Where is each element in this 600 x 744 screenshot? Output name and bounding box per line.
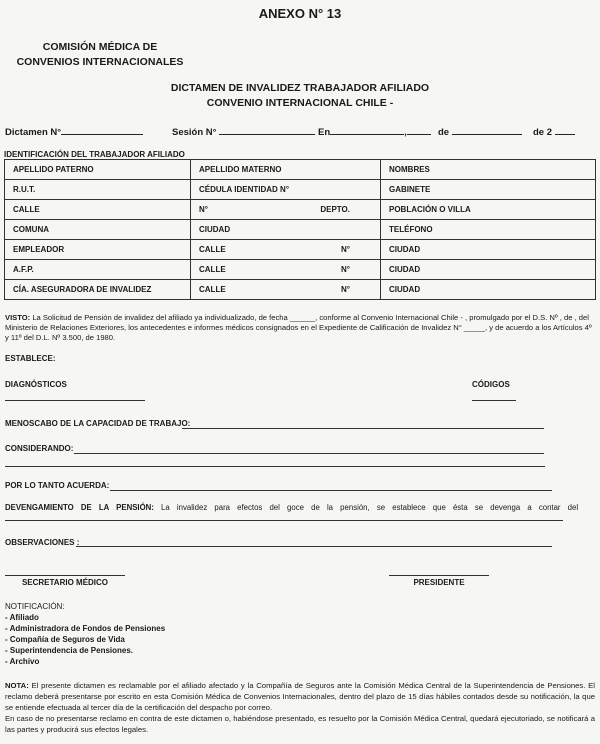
sesion-input-line[interactable] xyxy=(219,124,315,135)
cell-col2-content xyxy=(199,285,380,294)
organization-line-1: COMISIÓN MÉDICA DE xyxy=(42,41,158,53)
nota-text: El presente dictamen es reclamable por el afiliado afectado y la Compañía de Seguros ante la Comisión Médica Central de la Superintendencia de Pensiones. El reclamo deberá presentarse por escrito en esta Comisión Médica de Convenios Internacionales, dentro del plazo de 15 días hábiles contados desde su notificación, la que se entiende efectuada al tercer día de la certificación del despacho por correo. xyxy=(5,681,596,712)
organization-line-2: CONVENIOS INTERNACIONALES xyxy=(16,56,184,68)
devengamiento-label: DEVENGAMIENTO DE LA PENSIÓN: xyxy=(5,503,154,512)
table-row xyxy=(5,200,596,220)
cell-col2-primary: CÉDULA IDENTIDAD N° xyxy=(199,185,290,194)
cell-col2-content xyxy=(199,185,380,194)
cell-label-col3[interactable]: NOMBRES xyxy=(381,160,596,180)
nota-label: NOTA: xyxy=(5,681,29,690)
cell-col2-content xyxy=(199,265,380,274)
cell-col2-primary: N° xyxy=(199,205,208,214)
cell-col2-content xyxy=(199,205,380,214)
month-field xyxy=(438,124,522,138)
cell-col2-secondary: N° xyxy=(341,265,350,274)
considerando-input-line-1[interactable] xyxy=(74,453,544,454)
year-field xyxy=(533,124,575,138)
cell-label-col3[interactable]: POBLACIÓN O VILLA xyxy=(381,200,596,220)
cell-col2-secondary: DEPTO. xyxy=(320,205,350,214)
cell-col2-content xyxy=(199,165,380,174)
establece-label: ESTABLECE: xyxy=(5,354,56,363)
table-row xyxy=(5,220,596,240)
cell-col2-primary: CALLE xyxy=(199,245,226,254)
cell-label-col2[interactable] xyxy=(191,220,381,240)
sesion-field xyxy=(172,124,315,138)
cell-label-col2[interactable] xyxy=(191,180,381,200)
presidente-signature-line[interactable] xyxy=(389,575,489,576)
table-row xyxy=(5,160,596,180)
year-input-line[interactable] xyxy=(555,124,575,135)
cell-label-col1[interactable]: APELLIDO PATERNO xyxy=(5,160,191,180)
identification-section-title: IDENTIFICACIÓN DEL TRABAJADOR AFILIADO xyxy=(4,150,185,159)
notification-item: - Superintendencia de Pensiones. xyxy=(5,646,134,655)
de-label: de xyxy=(438,127,450,138)
annex-number: ANEXO N° 13 xyxy=(258,6,342,21)
codigos-label: CÓDIGOS xyxy=(472,380,510,389)
dictamen-label: Dictamen N° xyxy=(5,127,62,138)
en-field: En , xyxy=(318,124,431,138)
considerando-input-line-2[interactable] xyxy=(5,466,545,467)
cell-label-col1[interactable]: R.U.T. xyxy=(5,180,191,200)
menoscabo-input-line[interactable] xyxy=(182,428,544,429)
nota-paragraph xyxy=(5,680,595,713)
diagnosticos-input-line[interactable] xyxy=(5,400,145,401)
cell-label-col3[interactable]: CIUDAD xyxy=(381,280,596,300)
dictamen-input-line[interactable] xyxy=(61,124,143,135)
cell-label-col3[interactable]: CIUDAD xyxy=(381,260,596,280)
codigos-input-line[interactable] xyxy=(472,400,516,401)
table-row xyxy=(5,280,596,300)
presidente-label: PRESIDENTE xyxy=(413,578,465,587)
cell-label-col1[interactable]: A.F.P. xyxy=(5,260,191,280)
cell-col2-primary: CIUDAD xyxy=(199,225,231,234)
document-title: DICTAMEN DE INVALIDEZ TRABAJADOR AFILIADO xyxy=(170,82,430,94)
visto-text: La Solicitud de Pensión de invalidez del afiliado ya individualizado, de fecha ______, conforme al Convenio Internacional Chile - , promulgado por el D.S. Nº , de , del Ministerio de Relaciones Exteriores, los antecedentes e informes médicos consignados en el Expediente de Calificación de Invalidez N° _____, y de acuerdo a los Artículos 4º y 11º del D.L. Nº 3.500, de 1980. xyxy=(5,313,592,342)
cell-label-col2[interactable] xyxy=(191,200,381,220)
year-label: de 2 xyxy=(533,127,553,138)
nota-paragraph-2: En caso de no presentarse reclamo en contra de este dictamen o, habiéndose presentado, es resuelto por la Comisión Médica Central, quedará ejecutoriado, se notificará a las partes y producirá sus efectos legales. xyxy=(5,714,595,734)
notification-item: - Administradora de Fondos de Pensiones xyxy=(5,624,166,633)
observaciones-label: OBSERVACIONES : xyxy=(5,538,80,547)
cell-label-col3[interactable]: CIUDAD xyxy=(381,240,596,260)
cell-label-col1[interactable]: CALLE xyxy=(5,200,191,220)
cell-label-col3[interactable]: TELÉFONO xyxy=(381,220,596,240)
notification-item: - Afiliado xyxy=(5,613,39,622)
table-row xyxy=(5,240,596,260)
table-row xyxy=(5,260,596,280)
sesion-label: Sesión N° xyxy=(172,127,217,138)
place-input-line[interactable] xyxy=(330,124,404,135)
table-row xyxy=(5,180,596,200)
notification-title: NOTIFICACIÓN: xyxy=(5,602,65,611)
cell-col2-secondary: N° xyxy=(341,245,350,254)
cell-col2-primary: CALLE xyxy=(199,285,226,294)
secretario-medico-label: SECRETARIO MÉDICO xyxy=(21,578,109,587)
day-input-line[interactable] xyxy=(407,124,431,135)
considerando-label: CONSIDERANDO: xyxy=(5,444,74,453)
notification-item: - Archivo xyxy=(5,657,40,666)
cell-col2-content xyxy=(199,225,380,234)
devengamiento-input-line[interactable] xyxy=(5,520,563,521)
devengamiento-text: La invalidez para efectos del goce de la pensión, se establece que ésta se devenga a contar del xyxy=(161,503,579,512)
notification-item: - Compañía de Seguros de Vida xyxy=(5,635,125,644)
cell-label-col1[interactable]: COMUNA xyxy=(5,220,191,240)
cell-col2-content xyxy=(199,245,380,254)
cell-label-col2[interactable] xyxy=(191,260,381,280)
dictamen-field xyxy=(5,124,143,138)
menoscabo-label: MENOSCABO DE LA CAPACIDAD DE TRABAJO: xyxy=(5,419,191,428)
cell-label-col3[interactable]: GABINETE xyxy=(381,180,596,200)
document-subtitle: CONVENIO INTERNACIONAL CHILE - xyxy=(206,97,394,109)
visto-paragraph xyxy=(5,313,595,343)
secretario-signature-line[interactable] xyxy=(5,575,125,576)
cell-label-col2[interactable] xyxy=(191,240,381,260)
cell-label-col1[interactable]: EMPLEADOR xyxy=(5,240,191,260)
diagnosticos-label: DIAGNÓSTICOS xyxy=(5,380,67,389)
acuerda-label: POR LO TANTO ACUERDA: xyxy=(5,481,110,490)
cell-label-col2[interactable] xyxy=(191,160,381,180)
cell-col2-primary: APELLIDO MATERNO xyxy=(199,165,282,174)
notification-list xyxy=(5,612,165,667)
devengamiento-paragraph xyxy=(5,503,595,512)
en-label: En xyxy=(318,127,331,138)
observaciones-input-line[interactable] xyxy=(76,546,552,547)
cell-label-col2[interactable] xyxy=(191,280,381,300)
identification-table xyxy=(4,159,596,300)
month-input-line[interactable] xyxy=(452,124,522,135)
acuerda-input-line[interactable] xyxy=(110,490,552,491)
cell-col2-primary: CALLE xyxy=(199,265,226,274)
cell-label-col1[interactable]: CÍA. ASEGURADORA DE INVALIDEZ xyxy=(5,280,191,300)
visto-label: VISTO: xyxy=(5,313,31,322)
cell-col2-secondary: N° xyxy=(341,285,350,294)
